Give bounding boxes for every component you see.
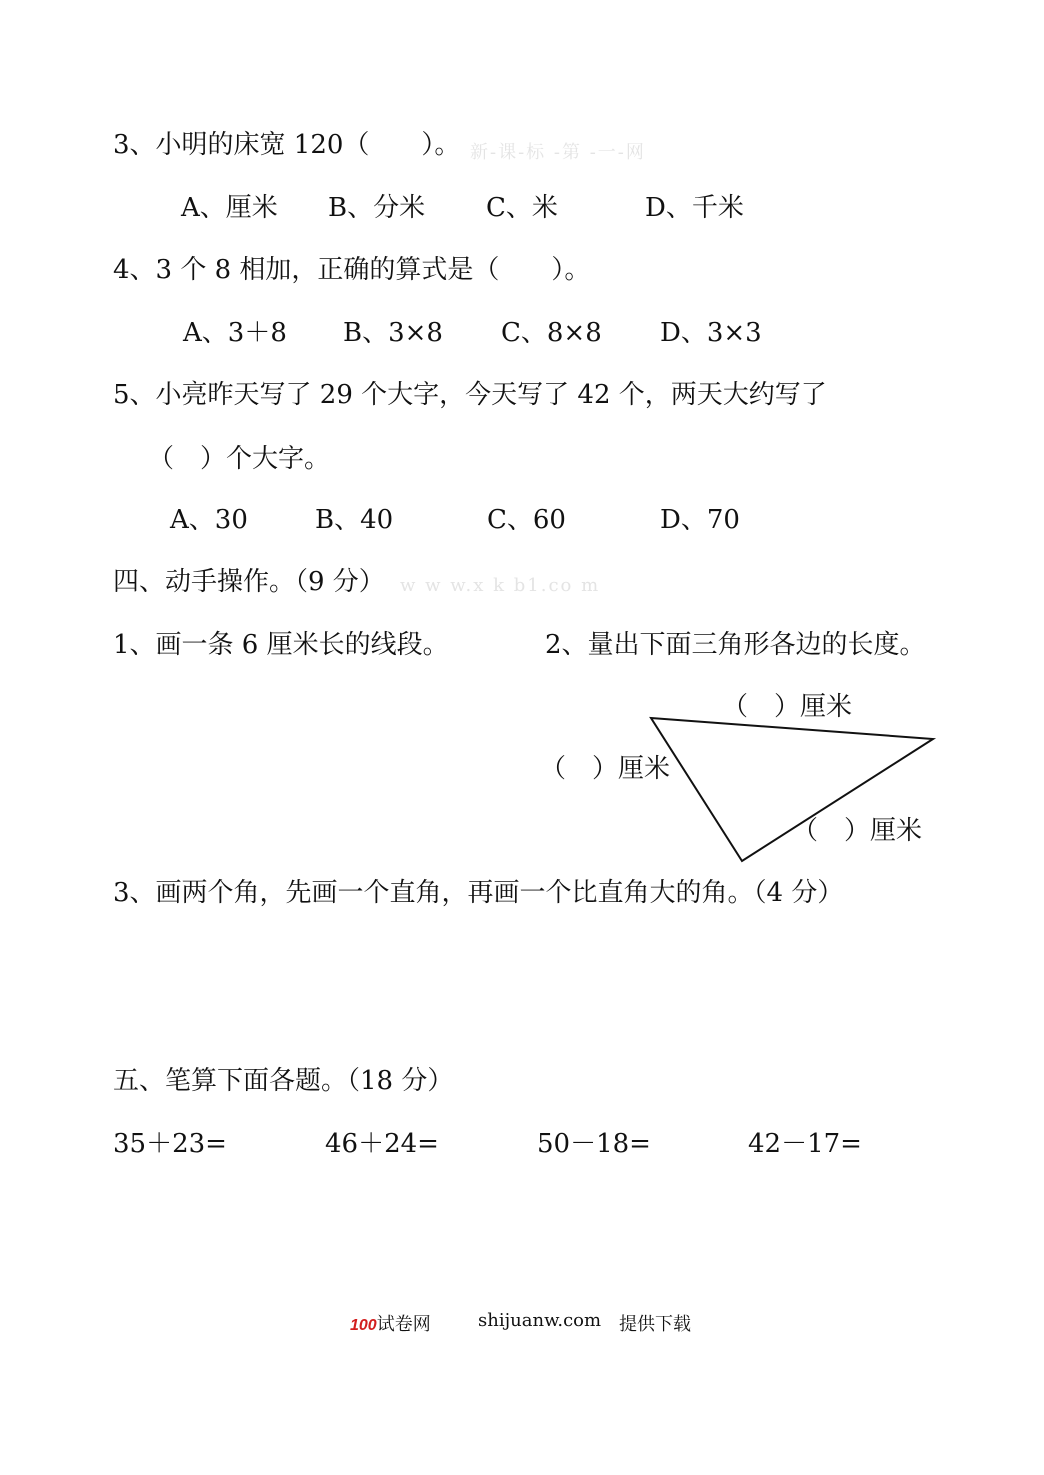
triangle-label-left: （ ）厘米 bbox=[540, 754, 671, 784]
question-4-stem: 4、3 个 8 相加，正确的算式是（ ）。 bbox=[113, 255, 591, 285]
q5-option-c: C、60 bbox=[487, 505, 566, 535]
q4-option-b: B、3×8 bbox=[343, 318, 443, 348]
q5-option-d: D、70 bbox=[660, 505, 740, 535]
footer-site-link[interactable]: shijuanw.com bbox=[478, 1310, 602, 1331]
triangle-label-right: （ ）厘米 bbox=[792, 816, 923, 846]
footer-logo bbox=[350, 1310, 431, 1336]
watermark-middle: w w w.x k b1.co m bbox=[400, 575, 601, 596]
q3-option-c: C、米 bbox=[486, 193, 558, 223]
q3-option-d: D、千米 bbox=[645, 193, 744, 223]
q4-option-d: D、3×3 bbox=[660, 318, 762, 348]
calc-problem-3: 50－18= bbox=[537, 1129, 651, 1159]
q3-option-a: A、厘米 bbox=[181, 193, 278, 223]
watermark-top: 新-课-标 -第 -一-网 bbox=[470, 142, 646, 163]
question-3-stem: 3、小明的床宽 120（ ）。 bbox=[113, 130, 461, 160]
calc-problem-2: 46＋24= bbox=[325, 1129, 439, 1159]
logo-number: 100 bbox=[350, 1317, 377, 1334]
section-5-title: 五、笔算下面各题。（18 分） bbox=[113, 1066, 454, 1096]
calc-problem-1: 35＋23= bbox=[113, 1129, 227, 1159]
question-5-stem-line2: （ ）个大字。 bbox=[148, 444, 331, 474]
q4-option-a: A、3＋8 bbox=[183, 318, 287, 348]
q5-option-b: B、40 bbox=[315, 505, 394, 535]
q5-option-a: A、30 bbox=[170, 505, 248, 535]
triangle-label-top: （ ）厘米 bbox=[722, 692, 853, 722]
task-2-measure-triangle: 2、量出下面三角形各边的长度。 bbox=[545, 630, 926, 660]
task-3-draw-angles: 3、画两个角，先画一个直角，再画一个比直角大的角。（4 分） bbox=[113, 878, 844, 908]
section-4-title: 四、动手操作。（9 分） bbox=[113, 567, 385, 597]
question-5-stem-line1: 5、小亮昨天写了 29 个大字，今天写了 42 个，两天大约写了 bbox=[113, 380, 827, 410]
calc-problem-4: 42－17= bbox=[748, 1129, 862, 1159]
footer-note: 提供下载 bbox=[619, 1314, 691, 1335]
q3-option-b: B、分米 bbox=[328, 193, 426, 223]
logo-text: 试卷网 bbox=[376, 1314, 431, 1335]
q4-option-c: C、8×8 bbox=[501, 318, 602, 348]
task-1-draw-segment: 1、画一条 6 厘米长的线段。 bbox=[113, 630, 449, 660]
